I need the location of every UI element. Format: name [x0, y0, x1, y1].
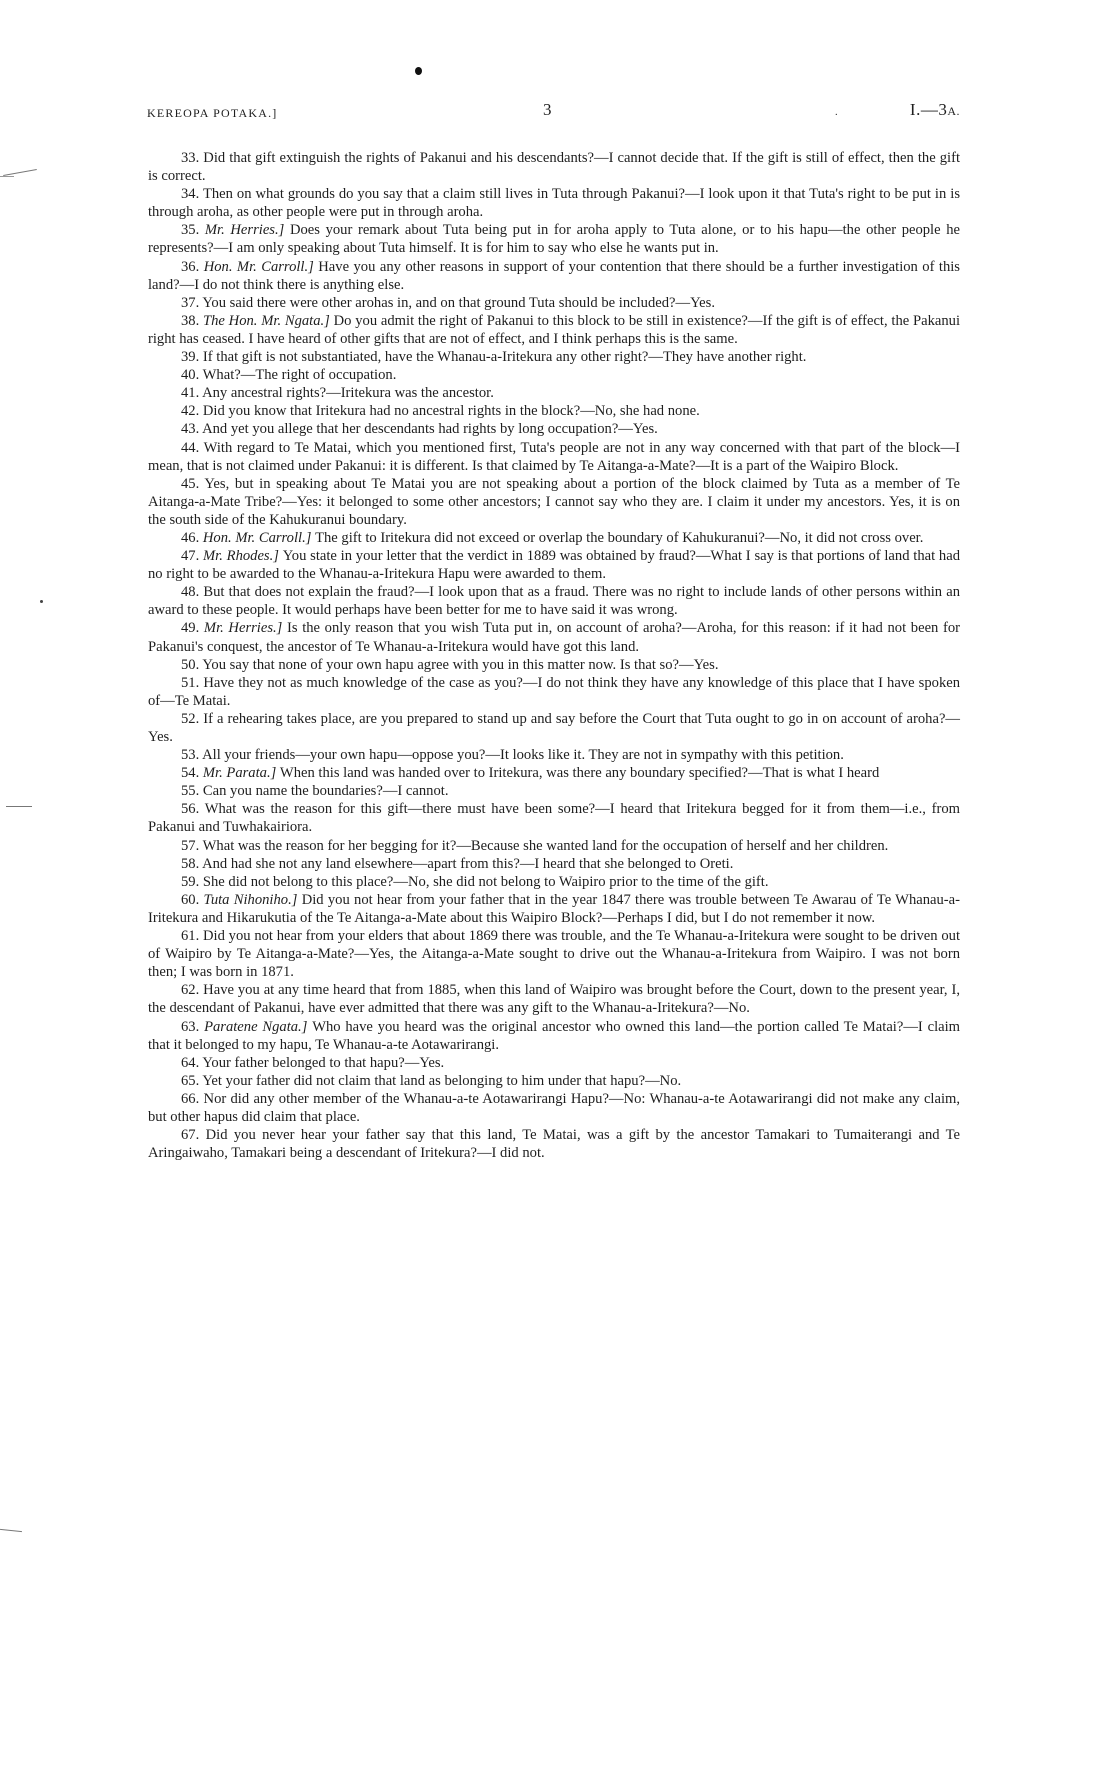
page-header — [147, 100, 960, 128]
question-number: 55. — [181, 783, 203, 800]
question-number: 59. — [181, 873, 203, 890]
question-answer-text: The gift to Iritekura did not exceed or overlap the boundary of Kahukuranui?—No, it did not cross over. — [315, 529, 924, 546]
question-number: 66. — [181, 1090, 204, 1107]
question-number: 60. — [181, 891, 204, 908]
testimony-paragraph — [148, 149, 960, 185]
question-number: 48. — [181, 584, 204, 601]
question-number: 64. — [181, 1054, 203, 1071]
question-number: 47. — [181, 548, 204, 565]
testimony-paragraph — [148, 366, 960, 384]
margin-mark — [0, 176, 14, 177]
testimony-paragraph — [148, 439, 960, 475]
question-answer-text: What was the reason for her begging for it?—Because she wanted land for the occupation of herself and her children. — [202, 837, 889, 854]
testimony-paragraph — [148, 258, 960, 294]
testimony-paragraph — [148, 529, 960, 547]
question-number: 35. — [181, 222, 205, 239]
testimony-paragraph — [148, 891, 960, 927]
testimony-paragraph — [148, 981, 960, 1017]
question-answer-text: Did you never hear your father say that this land, Te Matai, was a gift by the ancestor Tamakari to Tumaiterangi and Te Aringaiwaho, Tamakari being a descendant of Iritekura?—I did not. — [148, 1127, 961, 1162]
testimony-paragraph — [148, 1072, 960, 1090]
testimony-paragraph — [148, 1090, 960, 1126]
question-answer-text: All your friends—your own hapu—oppose you?—It looks like it. They are not in sympathy with this petition. — [202, 747, 844, 764]
question-number: 61. — [181, 928, 204, 945]
question-answer-text: You said there were other arohas in, and on that ground Tuta should be included?—Yes. — [202, 294, 715, 311]
speaker-label: Mr. Herries.] — [204, 222, 290, 239]
question-number: 58. — [181, 855, 203, 872]
speaker-label: The Hon. Mr. Ngata.] — [203, 312, 334, 329]
question-answer-text: And had she not any land elsewhere—apart from this?—I heard that she belonged to Oreti. — [202, 855, 734, 872]
question-number: 37. — [181, 294, 203, 311]
question-number: 50. — [181, 656, 203, 673]
testimony-paragraph — [148, 855, 960, 873]
question-number: 42. — [181, 403, 203, 420]
question-answer-text: Did you know that Iritekura had no ancestral rights in the block?—No, she had none. — [202, 403, 700, 420]
testimony-paragraph — [148, 656, 960, 674]
question-number: 40. — [181, 367, 203, 384]
testimony-paragraph — [148, 221, 960, 257]
question-answer-text: Yet your father did not claim that land as belonging to him under that hapu?—No. — [202, 1072, 682, 1089]
question-answer-text: Your father belonged to that hapu?—Yes. — [202, 1054, 445, 1071]
question-answer-text: With regard to Te Matai, which you mentioned first, Tuta's people are not in any way concerned with that part of the block—I mean, that is not claimed under Pakanui: it is different. Is that claimed by Te Aitanga-a-Mate?—It is a part of the Waipiro Block. — [148, 439, 960, 474]
question-answer-text: Is the only reason that you wish Tuta put in, on account of aroha?—Aroha, for this reason: if it had not been for Pakanui's conquest, the ancestor of Te Whanau-a-Iritekura would have got this land. — [148, 620, 961, 655]
question-answer-text: What?—The right of occupation. — [202, 367, 397, 384]
testimony-paragraph — [148, 312, 960, 348]
question-answer-text: Nor did any other member of the Whanau-a-te Aotawarirangi Hapu?—No: Whanau-a-te Aotawarirangi did not make any claim, but other hapus did claim that place. — [148, 1090, 961, 1125]
testimony-paragraph — [148, 475, 960, 529]
question-number: 33. — [181, 150, 204, 166]
question-number: 56. — [181, 801, 205, 818]
question-answer-text: Yes, but in speaking about Te Matai you are not speaking about a portion of the block claimed by Tuta as a member of Te Aitanga-a-Mate Tribe?—Yes: it belonged to some other ancestors; I cannot say who they are. I claim it under my ancestors. Yes, it is on the south side of the Kahukuranui boundary. — [148, 475, 960, 528]
question-answer-text: Have you at any time heard that from 1885, when this land of Waipiro was brought before the Court, down to the present year, I, the descendant of Pakanui, have ever admitted that there was any gift to the Whanau-a-Iritekura?—No. — [148, 982, 960, 1017]
question-number: 53. — [181, 747, 203, 764]
question-number: 38. — [181, 312, 204, 329]
speaker-label: Hon. Mr. Carroll.] — [203, 258, 319, 275]
speaker-label: Paratene Ngata.] — [204, 1018, 313, 1035]
testimony-paragraph — [148, 420, 960, 438]
margin-mark — [40, 600, 43, 603]
speaker-label: Mr. Parata.] — [202, 765, 280, 782]
question-answer-text: Did you not hear from your father that in the year 1847 there was trouble between Te Awarau of Te Whanau-a-Iritekura and Hikarukutia of the Te Aitanga-a-Mate about this Waipiro Block?—Perhaps I did, but I do not remember it now. — [148, 891, 960, 926]
question-number: 36. — [181, 258, 204, 275]
question-number: 62. — [181, 982, 204, 999]
question-answer-text: Have they not as much knowledge of the case as you?—I do not think they have any knowledge of this place that I have spoken of—Te Matai. — [148, 674, 961, 709]
question-answer-text: Did that gift extinguish the rights of Pakanui and his descendants?—I cannot decide that. If the gift is still of effect, then the gift is correct. — [148, 150, 960, 185]
question-answer-text: Does your remark about Tuta being put in for aroha apply to Tuta alone, or to his hapu—the other people he represents?—I am only speaking about Tuta himself. It is for him to say who else he wants put in. — [148, 222, 961, 257]
question-answer-text: Did you not hear from your elders that about 1869 there was trouble, and the Te Whanau-a-Iritekura were sought to be driven out of Waipiro by Te Aitanga-a-Mate?—Yes, the Aitanga-a-Mate sought to drive out the Whanau-a-Iritekura from Waipiro. I was not born then; I was born in 1871. — [148, 928, 960, 981]
page-number: 3 — [543, 100, 552, 119]
testimony-paragraph — [148, 837, 960, 855]
question-answer-text: Can you name the boundaries?—I cannot. — [202, 783, 449, 800]
question-answer-text: Then on what grounds do you say that a claim still lives in Tuta through Pakanui?—I look upon it that Tuta's right to be put in is through aroha, as other people were put in through aroha. — [148, 186, 960, 221]
testimony-paragraph — [148, 185, 960, 221]
margin-mark — [0, 1529, 22, 1532]
document-reference: I.—3A. — [909, 100, 960, 119]
speaker-label: Tuta Nihoniho.] — [203, 891, 302, 908]
testimony-body — [148, 149, 960, 1162]
question-answer-text: When this land was handed over to Iritekura, was there any boundary specified?—That is what I heard — [279, 765, 880, 782]
question-answer-text: What was the reason for this gift—there must have been some?—I heard that Iritekura begged for it from them—i.e., from Pakanui and Tuwhakairiora. — [148, 801, 960, 836]
testimony-paragraph — [148, 782, 960, 800]
question-answer-text: You say that none of your own hapu agree with you in this matter now. Is that so?—Yes. — [202, 656, 719, 673]
testimony-paragraph — [148, 1054, 960, 1072]
testimony-paragraph — [148, 619, 960, 655]
margin-mark — [3, 169, 37, 176]
question-number: 63. — [181, 1018, 205, 1035]
header-tick: · — [834, 110, 838, 121]
testimony-paragraph — [148, 710, 960, 746]
question-number: 49. — [181, 620, 204, 637]
testimony-paragraph — [148, 674, 960, 710]
running-head: KEREOPA POTAKA.] — [147, 106, 278, 120]
question-number: 45. — [181, 475, 205, 492]
testimony-paragraph — [148, 800, 960, 836]
question-answer-text: And yet you allege that her descendants had rights by long occupation?—Yes. — [202, 421, 658, 438]
testimony-paragraph — [148, 402, 960, 420]
testimony-paragraph — [148, 764, 960, 782]
question-number: 43. — [181, 421, 203, 438]
question-answer-text: Do you admit the right of Pakanui to this block to be still in existence?—If the gift is of effect, the Pakanui right has ceased. I have heard of other gifts that are not of effect, and I think perhaps this is the same. — [148, 312, 961, 347]
question-number: 54. — [181, 765, 203, 782]
testimony-paragraph — [148, 927, 960, 981]
testimony-paragraph — [148, 1018, 960, 1054]
testimony-paragraph — [148, 873, 960, 891]
question-number: 44. — [181, 439, 204, 456]
question-answer-text: You state in your letter that the verdict in 1889 was obtained by fraud?—What I say is that portions of land that had no right to be awarded to the Whanau-a-Iritekura Hapu were awarded to them. — [148, 548, 960, 583]
question-number: 46. — [181, 529, 203, 546]
testimony-paragraph — [148, 583, 960, 619]
question-answer-text: If a rehearing takes place, are you prepared to stand up and say before the Court that Tuta ought to go in on account of aroha?—Yes. — [148, 710, 961, 745]
ink-dot — [415, 67, 422, 75]
question-answer-text: Have you any other reasons in support of your contention that there should be a further investigation of this land?—I do not think there is anything else. — [148, 258, 960, 293]
testimony-paragraph — [148, 547, 960, 583]
testimony-paragraph — [148, 384, 960, 402]
question-number: 34. — [181, 186, 203, 203]
question-number: 52. — [181, 710, 204, 727]
testimony-paragraph — [148, 294, 960, 312]
question-answer-text: She did not belong to this place?—No, she did not belong to Waipiro prior to the time of the gift. — [202, 873, 769, 890]
question-number: 41. — [181, 385, 203, 402]
question-number: 39. — [181, 349, 203, 366]
margin-mark — [6, 806, 32, 807]
question-number: 51. — [181, 674, 204, 691]
testimony-paragraph — [148, 348, 960, 366]
testimony-paragraph — [148, 1126, 960, 1162]
question-answer-text: Who have you heard was the original ancestor who owned this land—the portion called Te Matai?—I claim that it belonged to my hapu, Te Whanau-a-te Aotawarirangi. — [148, 1018, 961, 1053]
speaker-label: Mr. Herries.] — [203, 620, 287, 637]
question-number: 67. — [181, 1127, 206, 1144]
question-answer-text: But that does not explain the fraud?—I look upon that as a fraud. There was no right to include lands of other persons within an award to these people. It would perhaps have been better for me to have said it was wrong. — [148, 584, 960, 619]
question-answer-text: If that gift is not substantiated, have the Whanau-a-Iritekura any other right?—They have another right. — [202, 349, 807, 366]
question-number: 57. — [181, 837, 203, 854]
question-number: 65. — [181, 1072, 203, 1089]
question-answer-text: Any ancestral rights?—Iritekura was the ancestor. — [202, 385, 494, 402]
speaker-label: Hon. Mr. Carroll.] — [202, 529, 316, 546]
speaker-label: Mr. Rhodes.] — [203, 548, 283, 565]
testimony-paragraph — [148, 746, 960, 764]
